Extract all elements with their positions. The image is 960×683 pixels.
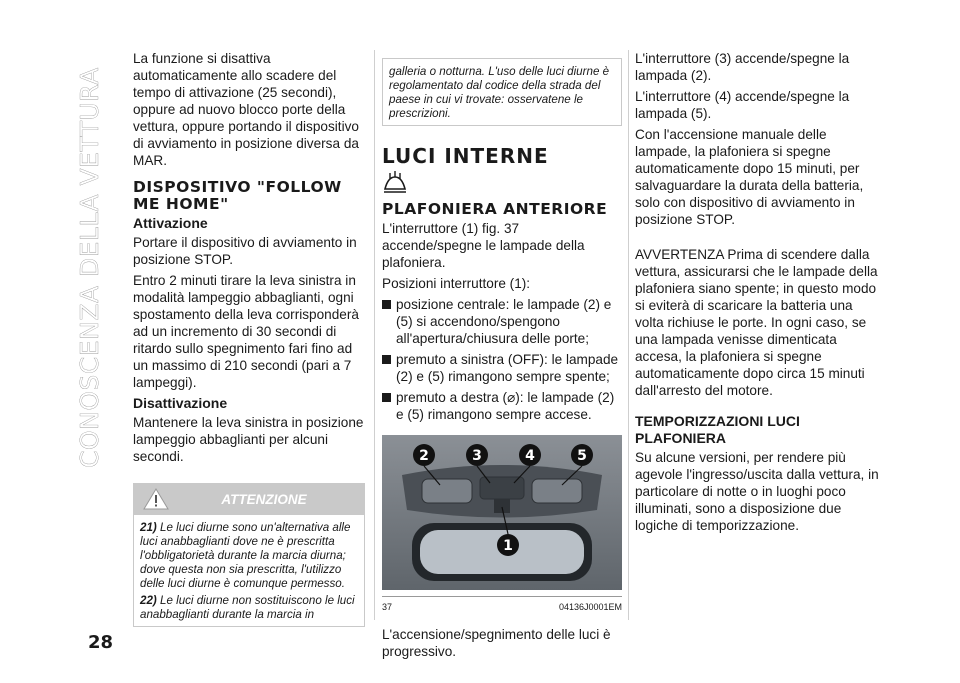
subheading-deactivation: Disattivazione (133, 395, 228, 411)
paragraph: Su alcune versioni, per rendere più agevole l'ingresso/uscita dalla vettura, in particolare di notte o in luoghi poco illuminati, sono a disposizione due logiche di temporizzazione. (635, 450, 879, 533)
warning-body (133, 515, 365, 627)
column-3 (635, 50, 885, 538)
figure-number: 37 (382, 602, 393, 612)
warning-text: Le luci diurne non sostituiscono le luci anabbaglianti durante la marcia in (140, 594, 355, 621)
paragraph: L'accensione/spegnimento delle luci è progressivo. (382, 627, 611, 659)
bullet-item: posizione centrale: le lampade (2) e (5) si accendono/spengono all'apertura/chiusura delle porte; (382, 296, 622, 347)
warning-continuation: galleria o notturna. L'uso delle luci diurne è regolamentato dal codice della strada del paese in cui vi trovate: osservatene le prescrizioni. (382, 58, 622, 126)
paragraph: Con l'accensione manuale delle lampade, la plafoniera si spegne automaticamente dopo 15 minuti, per salvaguardare la durata della batteria, solo con dispositivo di avviamento in posizione STOP. (635, 127, 864, 227)
section-title: LUCI INTERNE (382, 144, 549, 168)
paragraph: L'interruttore (1) fig. 37 accende/spegne le lampade della plafoniera. (382, 221, 585, 270)
figure-code: 04136J0001EM (558, 602, 622, 612)
warning-text: Le luci diurne sono un'alternativa alle luci anabbaglianti dove ne è prescritta l'obbligatorietà durante la marcia diurna; dove questa non sia prescritta, l'utilizzo delle luci diurne è comunque permesso. (140, 521, 351, 590)
column-divider (628, 50, 629, 620)
figure-caption (382, 596, 622, 616)
paragraph: L'interruttore (3) accende/spegne la lampada (2). (635, 51, 850, 83)
intro-paragraph: La funzione si disattiva automaticamente allo scadere del tempo di attivazione (25 secondi), oppure ad nuovo blocco porte della vettura, oppure portando il dispositivo di avviamento in posizione diversa da MAR. (133, 51, 359, 168)
paragraph: Posizioni interruttore (1): (382, 276, 531, 291)
section-heading: PLAFONIERA ANTERIORE (382, 200, 608, 218)
ceiling-light-figure (382, 435, 622, 590)
warning-number: 21) (140, 521, 157, 534)
side-section-title: CONOSCENZA DELLA VETTURA (75, 67, 104, 468)
callout-5: 5 (577, 448, 587, 464)
subheading-activation: Attivazione (133, 215, 208, 231)
paragraph: Entro 2 minuti tirare la leva sinistra in modalità lampeggio abbaglianti, ogni spostamento della leva corrisponderà ad un incremento di 30 secondi di ritardo sullo spegnimento fari fino ad un massimo di 210 secondi (pari a 7 lampeggi). (133, 273, 359, 390)
column-2 (382, 50, 622, 664)
callout-4: 4 (525, 448, 535, 464)
paragraph: Mantenere la leva sinistra in posizione lampeggio abbaglianti per alcuni secondi. (133, 415, 364, 464)
bullet-icon (382, 355, 391, 364)
page-number: 28 (88, 632, 114, 653)
section-heading: TEMPORIZZAZIONI LUCI PLAFONIERA (635, 413, 800, 446)
callout-3: 3 (472, 448, 482, 464)
interior-light-icon (382, 171, 408, 195)
bullet-icon (382, 300, 391, 309)
warning-header (133, 483, 365, 515)
column-1 (133, 50, 365, 627)
warning-label: ATTENZIONE (221, 492, 307, 507)
warning-paragraph: AVVERTENZA Prima di scendere dalla vettura, assicurarsi che le lampade della plafoniera siano spente; in questo modo si eviterà di scaricare la batteria una volta richiuse le porte. In ogni caso, se una lampada venisse dimenticata accesa, la plafoniera si spegne automaticamente dopo circa 15 minuti dall'arresto del motore. (635, 247, 878, 398)
section-heading: DISPOSITIVO "FOLLOW ME HOME" (133, 178, 342, 213)
bullet-item: premuto a sinistra (OFF): le lampade (2) e (5) rimangono sempre spente; (382, 351, 622, 385)
callout-2: 2 (419, 448, 429, 464)
bullet-item: premuto a destra (⌀): le lampade (2) e (5) rimangono sempre accese. (382, 389, 622, 423)
column-divider (374, 50, 375, 620)
warning-number: 22) (140, 594, 157, 607)
bullet-icon (382, 393, 391, 402)
paragraph: Portare il dispositivo di avviamento in posizione STOP. (133, 235, 357, 267)
callout-1: 1 (503, 538, 513, 554)
paragraph: L'interruttore (4) accende/spegne la lampada (5). (635, 89, 850, 121)
